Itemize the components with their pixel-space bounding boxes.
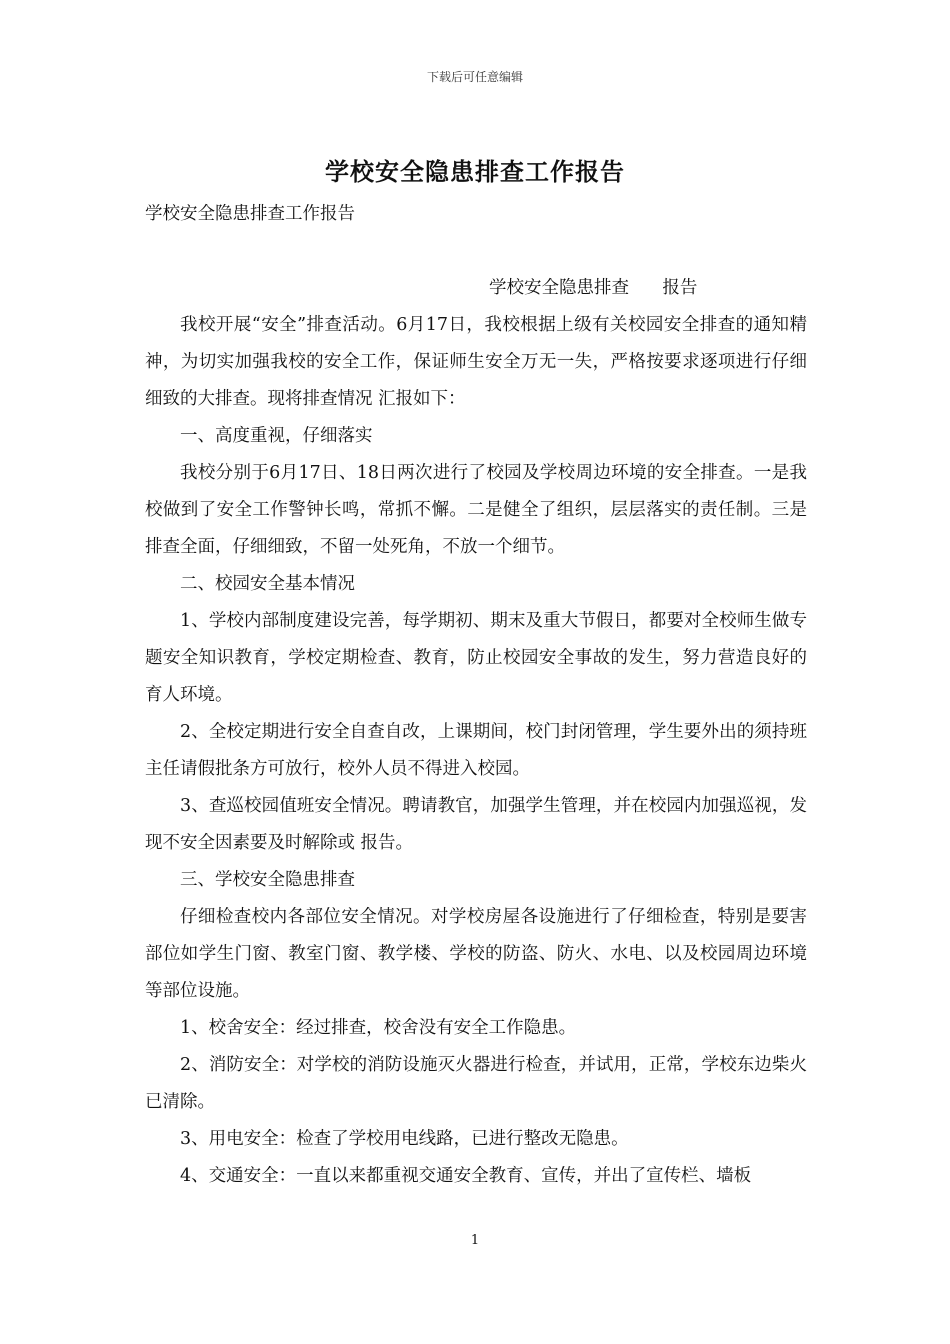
document-title: 学校安全隐患排查工作报告 [325,157,625,186]
paragraph-item: 4、交通安全：一直以来都重视交通安全教育、宣传，并出了宣传栏、墙板 [180,1166,752,1186]
document-body [145,196,807,1195]
paragraph-item: 2、全校定期进行安全自查自改，上课期间，校门封闭管理，学生要外出的须持班主任请假批条方可放行，校外人员不得进入校园。 [145,722,807,779]
paragraph-item: 3、查巡校园值班安全情况。聘请教官，加强学生管理，并在校园内加强巡视，发现不安全因素要及时解除或 报告。 [145,796,807,853]
report-heading-line: 学校安全隐患排查 报告 [489,278,698,298]
paragraph-intro: 我校开展“安全”排查活动。6月17日，我校根据上级有关校园安全排查的通知精神，为切实加强我校的安全工作，保证师生安全万无一失，严格按要求逐项进行仔细细致的大排查。现将排查情况 汇报如下： [145,315,807,409]
section-heading-3: 三、学校安全隐患排查 [180,870,355,890]
paragraph-section-3: 仔细检查校内各部位安全情况。对学校房屋各设施进行了仔细检查，特别是要害部位如学生门窗、教室门窗、教学楼、学校的防盗、防火、水电、以及校园周边环境等部位设施。 [145,907,807,1001]
page-number: 1 [470,1233,480,1248]
paragraph-item: 2、消防安全：对学校的消防设施灭火器进行检查，并试用，正常，学校东边柴火已清除。 [145,1055,807,1112]
paragraph-item: 1、学校内部制度建设完善，每学期初、期末及重大节假日，都要对全校师生做专题安全知识教育，学校定期检查、教育，防止校园安全事故的发生，努力营造良好的育人环境。 [145,611,807,705]
page-header-note: 下载后可任意编辑 [426,70,523,84]
section-heading-1: 一、高度重视，仔细落实 [180,426,373,446]
section-heading-2: 二、校园安全基本情况 [180,574,355,594]
blank-line [145,233,807,270]
paragraph-section-1: 我校分别于6月17日、18日两次进行了校园及学校周边环境的安全排查。一是我校做到了安全工作警钟长鸣，常抓不懈。二是健全了组织，层层落实的责任制。三是排查全面，仔细细致，不留一处死角，不放一个细节。 [145,463,807,557]
paragraph-item: 1、校舍安全：经过排查，校舍没有安全工作隐患。 [180,1018,577,1038]
document-subtitle: 学校安全隐患排查工作报告 [145,204,355,224]
paragraph-item: 3、用电安全：检查了学校用电线路，已进行整改无隐患。 [180,1129,629,1149]
